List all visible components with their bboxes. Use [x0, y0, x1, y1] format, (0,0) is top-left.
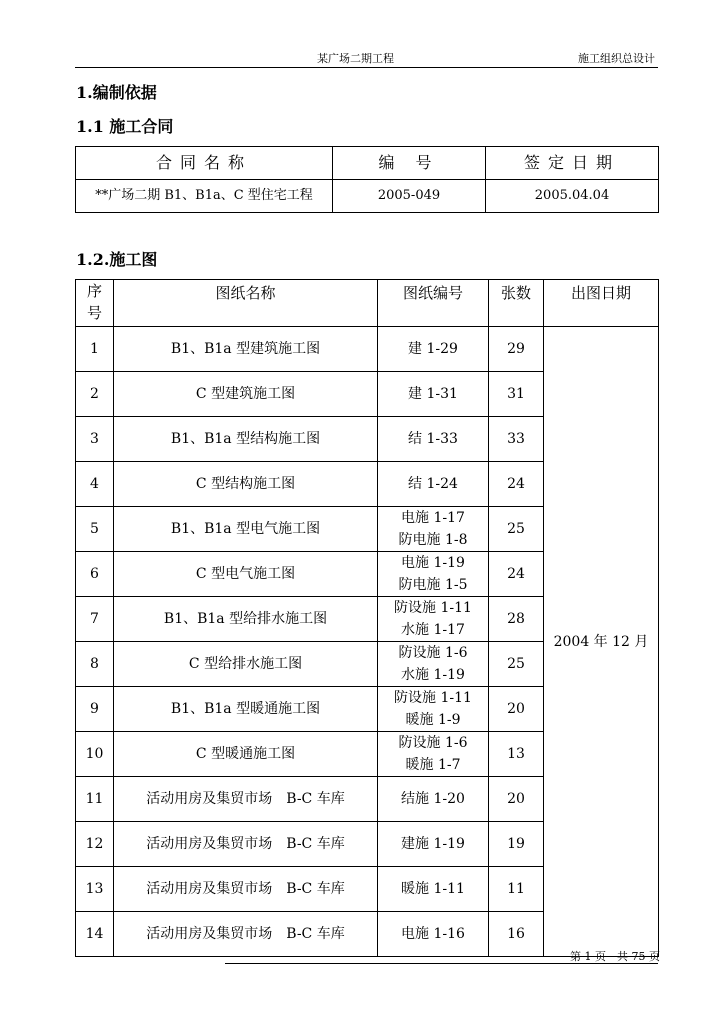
row-number: 9 — [76, 687, 114, 732]
header-cell: 签定日期 — [486, 147, 659, 180]
row-number: 14 — [76, 912, 114, 957]
header-doc-type: 施工组织总设计 — [578, 52, 655, 65]
drawing-code: 暖施 1-11 — [378, 867, 489, 912]
drawing-name: C 型电气施工图 — [114, 552, 378, 597]
subsection-heading: 1.1 施工合同 — [76, 117, 174, 136]
sheet-count: 29 — [489, 327, 544, 372]
drawing-code: 建 1-29 — [378, 327, 489, 372]
subsection-heading: 1.2.施工图 — [76, 250, 158, 269]
header-cell: 编 号 — [333, 147, 486, 180]
sheet-count: 25 — [489, 507, 544, 552]
drawing-name: C 型建筑施工图 — [114, 372, 378, 417]
table-row — [76, 180, 659, 213]
contract-date: 2005.04.04 — [486, 180, 659, 213]
drawing-code: 防设施 1-11 水施 1-17 — [378, 597, 489, 642]
row-number: 2 — [76, 372, 114, 417]
drawing-name: B1、B1a 型电气施工图 — [114, 507, 378, 552]
header-cell: 合同名称 — [76, 147, 333, 180]
drawing-code: 防设施 1-6 暖施 1-7 — [378, 732, 489, 777]
sheet-count: 33 — [489, 417, 544, 462]
sheet-count: 11 — [489, 867, 544, 912]
drawing-name: B1、B1a 型结构施工图 — [114, 417, 378, 462]
table-header-row — [76, 280, 659, 327]
row-number: 1 — [76, 327, 114, 372]
drawing-name: C 型结构施工图 — [114, 462, 378, 507]
row-number: 10 — [76, 732, 114, 777]
header-cell: 张数 — [489, 280, 544, 327]
footer-rule — [225, 963, 658, 964]
row-number: 8 — [76, 642, 114, 687]
sheet-count: 24 — [489, 462, 544, 507]
contract-table — [75, 146, 659, 213]
section-heading: 1.编制依据 — [76, 83, 157, 102]
sheet-count: 20 — [489, 777, 544, 822]
row-number: 13 — [76, 867, 114, 912]
drawing-code: 防设施 1-11 暖施 1-9 — [378, 687, 489, 732]
drawing-code: 建施 1-19 — [378, 822, 489, 867]
row-number: 5 — [76, 507, 114, 552]
sheet-count: 16 — [489, 912, 544, 957]
sheet-count: 31 — [489, 372, 544, 417]
drawing-name: 活动用房及集贸市场 B-C 车库 — [114, 912, 378, 957]
row-number: 6 — [76, 552, 114, 597]
sheet-count: 19 — [489, 822, 544, 867]
row-number: 7 — [76, 597, 114, 642]
header-title: 某广场二期工程 — [317, 52, 394, 65]
drawing-code: 电施 1-17 防电施 1-8 — [378, 507, 489, 552]
drawing-name: 活动用房及集贸市场 B-C 车库 — [114, 822, 378, 867]
row-number: 4 — [76, 462, 114, 507]
header-cell: 图纸名称 — [114, 280, 378, 327]
drawing-code: 电施 1-19 防电施 1-5 — [378, 552, 489, 597]
drawing-name: 活动用房及集贸市场 B-C 车库 — [114, 867, 378, 912]
sheet-count: 13 — [489, 732, 544, 777]
drawing-code: 电施 1-16 — [378, 912, 489, 957]
header-rule — [75, 67, 658, 68]
row-number: 3 — [76, 417, 114, 462]
contract-name: **广场二期 B1、B1a、C 型住宅工程 — [76, 180, 333, 213]
table-row — [76, 327, 659, 372]
drawing-name: C 型暖通施工图 — [114, 732, 378, 777]
table-header-row — [76, 147, 659, 180]
drawing-code: 防设施 1-6 水施 1-19 — [378, 642, 489, 687]
row-number: 12 — [76, 822, 114, 867]
header-cell: 序号 — [76, 280, 114, 327]
drawing-table — [75, 279, 659, 957]
issue-date: 2004 年 12 月 — [544, 327, 659, 957]
drawing-name: B1、B1a 型建筑施工图 — [114, 327, 378, 372]
row-number: 11 — [76, 777, 114, 822]
drawing-name: C 型给排水施工图 — [114, 642, 378, 687]
drawing-code: 结 1-33 — [378, 417, 489, 462]
drawing-name: B1、B1a 型给排水施工图 — [114, 597, 378, 642]
header-cell: 图纸编号 — [378, 280, 489, 327]
sheet-count: 25 — [489, 642, 544, 687]
sheet-count: 20 — [489, 687, 544, 732]
drawing-code: 结 1-24 — [378, 462, 489, 507]
drawing-name: B1、B1a 型暖通施工图 — [114, 687, 378, 732]
drawing-code: 建 1-31 — [378, 372, 489, 417]
sheet-count: 28 — [489, 597, 544, 642]
page-number: 第 1 页 共 75 页 — [570, 950, 660, 963]
drawing-name: 活动用房及集贸市场 B-C 车库 — [114, 777, 378, 822]
header-cell: 出图日期 — [544, 280, 659, 327]
sheet-count: 24 — [489, 552, 544, 597]
drawing-code: 结施 1-20 — [378, 777, 489, 822]
contract-number: 2005-049 — [333, 180, 486, 213]
